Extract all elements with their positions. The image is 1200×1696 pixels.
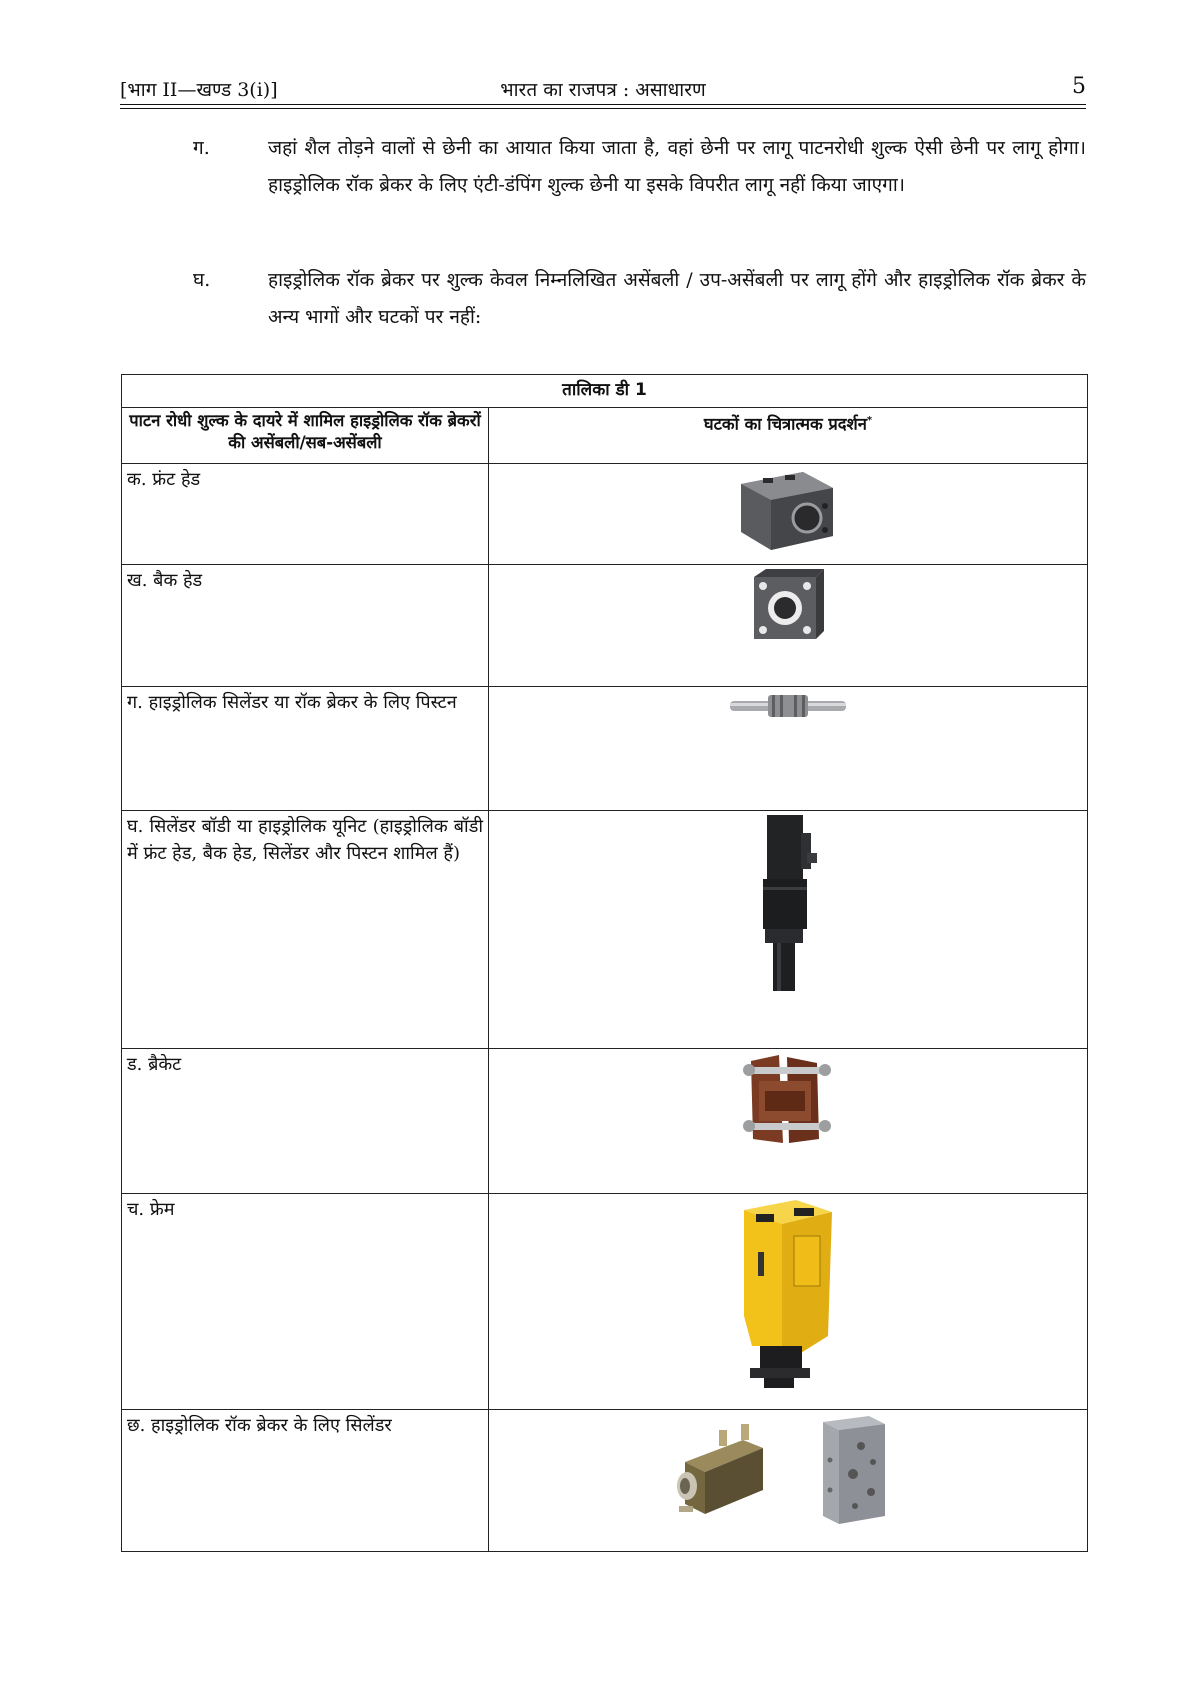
row-label-back-head: ख. बैक हेड bbox=[122, 565, 489, 687]
cylinder-body-illustration bbox=[753, 813, 823, 993]
page-header bbox=[120, 74, 1086, 105]
piston-illustration bbox=[728, 689, 848, 723]
back-head-illustration bbox=[748, 567, 828, 647]
table-row bbox=[122, 464, 1088, 565]
row-label-piston: ग. हाइड्रोलिक सिलेंडर या रॉक ब्रेकर के लिए पिस्टन bbox=[122, 687, 489, 811]
row-label-front-head: क. फ्रंट हेड bbox=[122, 464, 489, 565]
paragraph-marker: ग. bbox=[193, 137, 210, 159]
row-label-cylinder: छ. हाइड्रोलिक रॉक ब्रेकर के लिए सिलेंडर bbox=[122, 1410, 489, 1552]
footnote-mark: * bbox=[866, 415, 873, 426]
piston-image bbox=[489, 687, 1088, 811]
cylinder-body-image bbox=[489, 811, 1088, 1049]
row-label-bracket: ड. ब्रैकेट bbox=[122, 1049, 489, 1194]
front-head-illustration bbox=[733, 466, 843, 556]
table-row bbox=[122, 687, 1088, 811]
paragraph-ga bbox=[120, 130, 1086, 204]
header-section-label: [भाग II—खण्ड 3(i)] bbox=[120, 79, 278, 101]
table-row bbox=[122, 1049, 1088, 1194]
header-gazette-title: भारत का राजपत्र : असाधारण bbox=[500, 79, 706, 101]
table-row bbox=[122, 565, 1088, 687]
front-head-image bbox=[489, 464, 1088, 565]
paragraph-marker: घ. bbox=[193, 269, 211, 291]
bracket-image bbox=[489, 1049, 1088, 1194]
paragraph-gha bbox=[120, 262, 1086, 336]
column-header-illustration bbox=[489, 408, 1088, 464]
cylinder-illustration bbox=[673, 1412, 903, 1528]
table-row bbox=[122, 811, 1088, 1049]
paragraph-text: हाइड्रोलिक रॉक ब्रेकर पर शुल्क केवल निम्नलिखित असेंबली / उप-असेंबली पर लागू होंगे और हाइड्रोलिक रॉक ब्रेकर के अन्य भागों और घटकों पर नहीं: bbox=[268, 269, 1086, 328]
page-number: 5 bbox=[1072, 74, 1086, 99]
table-caption: तालिका डी 1 bbox=[122, 375, 1088, 408]
frame-image bbox=[489, 1194, 1088, 1410]
column-header-assembly: पाटन रोधी शुल्क के दायरे में शामिल हाइड्रोलिक रॉक ब्रेकरों की असेंबली/सब-असेंबली bbox=[122, 408, 489, 464]
row-label-cylinder-body: घ. सिलेंडर बॉडी या हाइड्रोलिक यूनिट (हाइड्रोलिक बॉडी में फ्रंट हेड, बैक हेड, सिलेंडर और पिस्टन शामिल हैं) bbox=[122, 811, 489, 1049]
paragraph-text: जहां शैल तोड़ने वालों से छेनी का आयात किया जाता है, वहां छेनी पर लागू पाटनरोधी शुल्क ऐसी छेनी पर लागू होगा। हाइड्रोलिक रॉक ब्रेकर के लिए एंटी-डंपिंग शुल्क छेनी या इसके विपरीत लागू नहीं किया जाएगा। bbox=[268, 137, 1086, 196]
table-row bbox=[122, 1194, 1088, 1410]
frame-illustration bbox=[738, 1196, 838, 1392]
table-row bbox=[122, 1410, 1088, 1552]
row-label-frame: च. फ्रेम bbox=[122, 1194, 489, 1410]
assembly-table bbox=[121, 374, 1088, 1552]
cylinder-images bbox=[489, 1410, 1088, 1552]
column-header-illustration-text: घटकों का चित्रात्मक प्रदर्शन bbox=[703, 414, 867, 434]
back-head-image bbox=[489, 565, 1088, 687]
bracket-illustration bbox=[743, 1051, 833, 1147]
